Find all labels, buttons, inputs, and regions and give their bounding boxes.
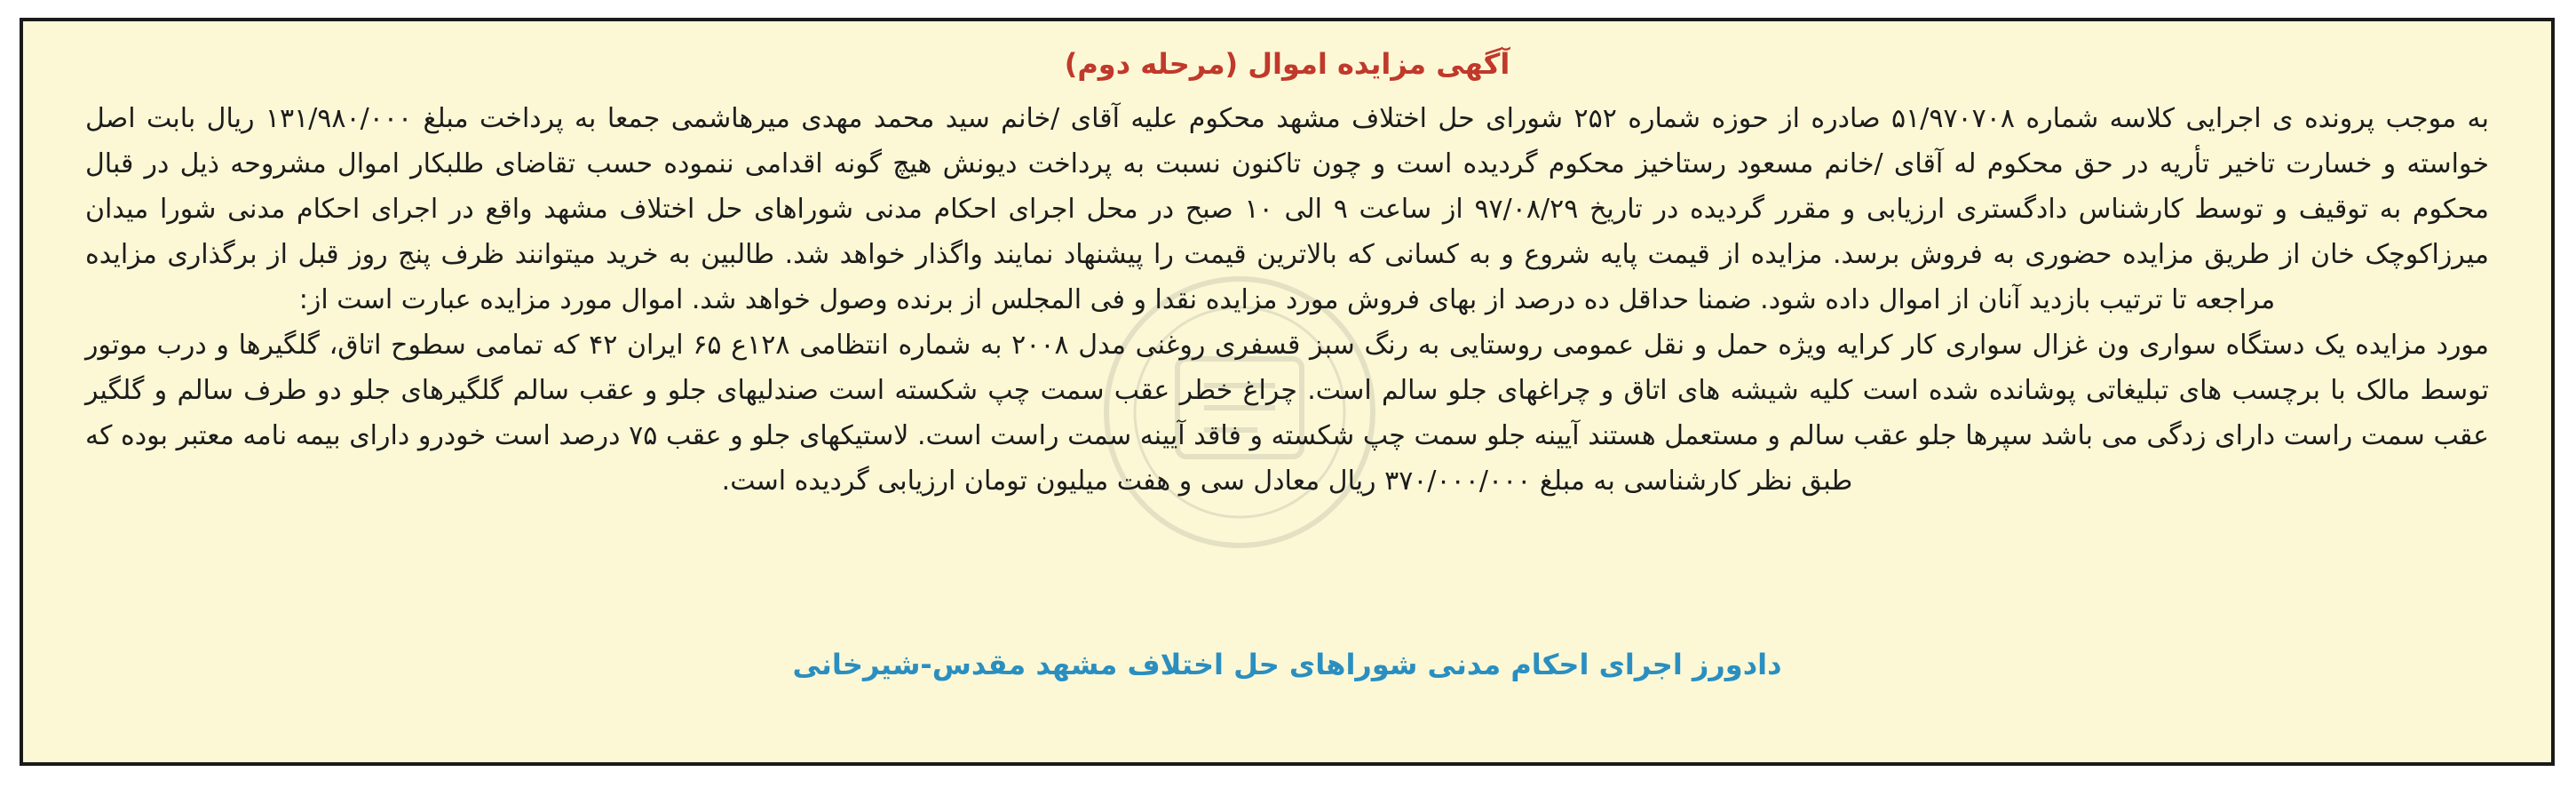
notice-signature: دادورز اجرای احکام مدنی شوراهای حل اختلاف مشهد مقدس-شیرخانی	[792, 648, 1782, 681]
notice-body	[85, 96, 2489, 504]
auction-notice	[20, 18, 2555, 766]
notice-paragraph-item: مورد مزایده یک دستگاه سواری ون غزال سواری کار کرایه ویژه حمل و نقل عمومی روستایی به رنگ سبز قسفری روغنی مدل ۲۰۰۸ به شماره انتظامی ۱۲۸ع ۶۵ ایران ۴۲ که تمامی سطوح اتاق، گلگیرها و درب موتور توسط مالک با برچسب های تبلیغاتی پوشانده شده است کلیه شیشه های اتاق و چراغهای جلو سالم است. چراغ خطر عقب سمت چپ شکسته است صندلیهای جلو و عقب سالم گلگیرهای جلو دو طرف سالم و گلگیر عقب سمت راست دارای زدگی می باشد سپرها جلو عقب سالم و مستعمل هستند آیینه جلو سمت چپ شکسته و فاقد آیینه سمت راست است. لاستیکهای جلو و عقب ۷۵ درصد است خودرو دارای بیمه نامه معتبر بوده که طبق نظر کارشناسی به مبلغ ۳۷۰/۰۰۰/۰۰۰ ریال معادل سی و هفت میلیون تومان ارزیابی گردیده است.	[85, 330, 2489, 497]
notice-title: آگهی مزایده اموال (مرحله دوم)	[1064, 47, 1510, 81]
notice-paragraph-case: به موجب پرونده ی اجرایی کلاسه شماره ۵۱/۹۷۰۷۰۸ صادره از حوزه شماره ۲۵۲ شورای حل اختلاف مشهد محکوم علیه آقای /خانم سید محمد مهدی میرهاشمی جمعا به پرداخت مبلغ ۱۳۱/۹۸۰/۰۰۰ ریال بابت اصل خواسته و خسارت تاخیر تأریه در حق محکوم له آقای /خانم مسعود رستاخیز محکوم گردیده است و چون تاکنون نسبت به پرداخت دیونش هیچ گونه اقدامی ننموده حسب تقاضای طلبکار اموال مشروحه ذیل در قبال محکوم به توقیف و توسط کارشناس دادگستری ارزیابی و مقرر گردیده در تاریخ ۹۷/۰۸/۲۹ از ساعت ۹ الی ۱۰ صبح در محل اجرای احکام مدنی شوراهای حل اختلاف مشهد واقع در اجرای احکام مدنی شورا میدان میرزاکوچک خان از طریق مزایده حضوری به فروش برسد. مزایده از قیمت پایه شروع و به کسانی که بالاترین قیمت را پیشنهاد نمایند واگذار خواهد شد. طالبین به خرید میتوانند ظرف پنج روز قبل از برگذاری مزایده مراجعه تا ترتیب بازدید آنان از اموال داده شود. ضمنا حداقل ده درصد از بهای فروش مورد مزایده نقدا و فی المجلس از برنده وصول خواهد شد. اموال مورد مزایده عبارت است از:	[85, 103, 2490, 315]
